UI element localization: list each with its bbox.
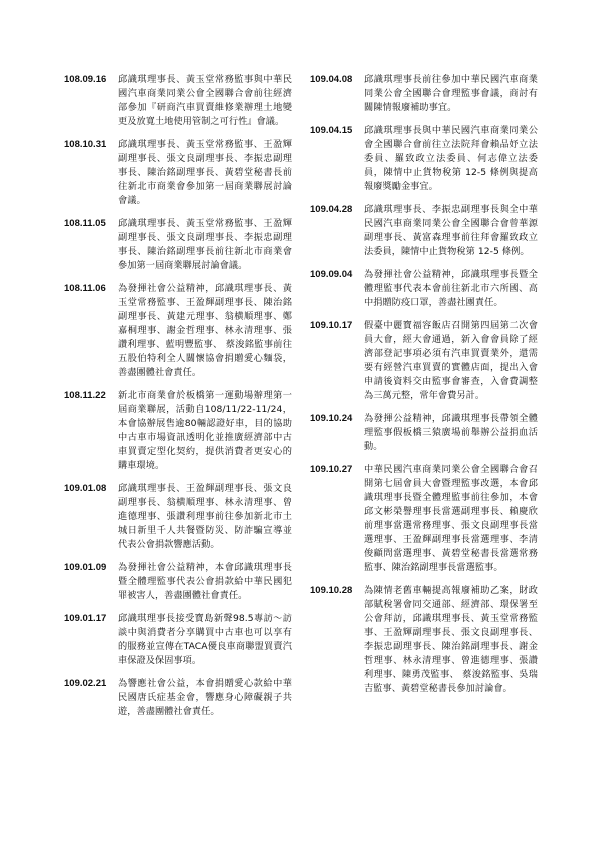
event-date: 109.10.28 [310,585,353,596]
event-description: 中華民國汽車商業同業公會全國聯合會召開第七屆會員大會暨理監事改選，本會邱識琪理事長暨全體理監事前往參加，本會邱文彬榮譽理事長當選副理事長、賴慶欣前理事當選常務理事、張文良副理事長當選理事、王盈輝副理事長當選理事、李清俊顧問當選理事、黃碧堂秘書長當選常務監事、陳治銘副理事長當選監事。 [364,464,538,573]
event-date: 109.02.21 [64,678,107,689]
event-description: 為發揮公益精神，邱識琪理事長帶領全體理監事假板橋三猿廣場前舉辦公益捐血活動。 [364,413,538,452]
event-entry [310,124,538,194]
event-entry [64,677,292,719]
event-date: 108.10.31 [64,139,107,150]
event-date: 109.10.27 [310,464,353,475]
event-entry [310,203,538,259]
event-date: 109.04.15 [310,125,353,136]
event-date: 109.10.17 [310,320,353,331]
event-description: 邱識琪理事長、王盈輝副理事長、張文良副理事長、翁横順理事、林永清理事、曾進德理事、張讚利理事前往參加新北市土城日新里千人共餐暨防災、防詐騙宣導並代表公會捐款響應活動。 [118,483,292,550]
event-date: 109.04.28 [310,204,353,215]
event-entry [64,482,292,552]
event-date: 109.04.08 [310,74,353,85]
event-description: 邱識琪理事長、黃玉堂常務監事、王盈輝副理事長、張文良副理事長、李振忠副理事長、陳治銘副理事長、黃碧堂秘書長前往新北市商業會參加第一屆商業聯展討論會議。 [118,139,292,206]
event-description: 為響應社會公益，本會捐贈愛心款給中華民國唐氏症基金會，響應身心障礙親子共遊，善盡團體社會責任。 [118,678,292,717]
event-entry [310,412,538,454]
event-entry [310,268,538,310]
event-entry [64,73,292,129]
event-description: 邱識琪理事長、黃玉堂常務監事與中華民國汽車商業同業公會全國聯合會前往經濟部參加『研商汽車買賣維修業辦理土地變更及放寬土地使用管制之可行性』會議。 [118,74,292,127]
event-description: 邱識琪理事長前往參加中華民國汽車商業同業公會全國聯合會理監事會議，商討有關陳情報廢補助事宜。 [364,74,538,113]
event-description: 為發揮社會公益精神，邱識琪理事長、黃玉堂常務監事、王盈輝副理事長、陳治銘副理事長、黃建元理事、翁横順理事、鄭嘉桐理事、謝金哲理事、林永清理事、張讚利理事、藍明豐監事、 蔡浚銘監事前往五股伯特利全人關懷協會捐贈愛心麵袋，善盡團體社會責任。 [118,283,292,378]
event-entry [64,612,292,668]
event-description: 新北市商業會於板橋第一運動場辦理第一屆商業聯展，活動自108/11/22-11/24，本會協辦展售逾80輛認證好車，目的協助中古車市場資訊透明化並推廣經濟部中古車買賣定型化契約，提供消費者更安心的購車環境。 [118,390,292,471]
event-date: 108.09.16 [64,74,107,85]
event-date: 109.10.24 [310,413,353,424]
event-entry [64,282,292,380]
left-column [64,73,292,728]
event-entry [310,73,538,115]
event-date: 108.11.06 [64,283,106,294]
event-description: 邱識琪理事長、李振忠副理事長與全中華民國汽車商業同業公會全國聯合會曾華源副理事長、黃富森理事前往拜會羅致政立法委員，陳情中止貨物稅第 12-5 條例。 [364,204,538,257]
event-entry [310,319,538,403]
event-description: 邱識琪理事長接受寶島新聲98.5專訪～訪談中與消費者分享購買中古車也可以享有的服務並宣傳在TACA優良車商聯盟買賣汽車保證及保固事項。 [118,613,292,666]
event-date: 109.01.08 [64,483,107,494]
event-entry [64,138,292,208]
event-description: 假臺中麗寶福容飯店召開第四屆第二次會員大會，經大會通過，新入會會員除了經濟部登記事項必須有汽車買賣業外，還需要有經營汽車買賣的實體店面，提出入會申請後資料交由監事會審查，入會費調整為三萬元整，常年會費另計。 [364,320,538,401]
event-description: 為發揮社會公益精神，本會邱識琪理事長暨全體理監事代表公會捐款給中華民國犯罪被害人，善盡團體社會責任。 [118,562,292,601]
event-date: 109.09.04 [310,269,353,280]
right-column [310,73,538,705]
event-date: 109.01.17 [64,613,107,624]
event-entry [64,217,292,273]
event-entry [310,584,538,696]
event-description: 邱識琪理事長與中華民國汽車商業同業公會全國聯合會前往立法院拜會賴品妤立法委員、羅致政立法委員、何志偉立法委員，陳情中止貨物稅第 12-5 條例與提高報廢獎勵金事宜。 [364,125,538,192]
event-date: 108.11.22 [64,390,106,401]
event-entry [64,561,292,603]
event-description: 為陳情老舊車輛提高報廢補助乙案，財政部賦稅署會同交通部、經濟部、環保署至公會拜訪，邱識琪理事長、黃玉堂常務監事、王盈輝副理事長、張文良副理事長、李振忠副理事長、陳治銘副理事長、謝金哲理事、林永清理事、曾進德理事、張讚利理事、陳勇茂監事、 蔡浚銘監事、吳瑞吉監事、黃碧堂秘書長參加討論會。 [364,585,538,694]
event-description: 為發揮社會公益精神，邱識琪理事長暨全體理監事代表本會前往新北市六所國、高中捐贈防疫口罩，善盡社團責任。 [364,269,538,308]
event-date: 109.01.09 [64,562,107,573]
event-description: 邱識琪理事長、黃玉堂常務監事、王盈輝副理事長、張文良副理事長、李振忠副理事長、陳治銘副理事長前往新北市商業會參加第一屆商業聯展討論會議。 [118,218,292,271]
event-date: 108.11.05 [64,218,106,229]
event-entry [64,389,292,473]
event-entry [310,463,538,575]
